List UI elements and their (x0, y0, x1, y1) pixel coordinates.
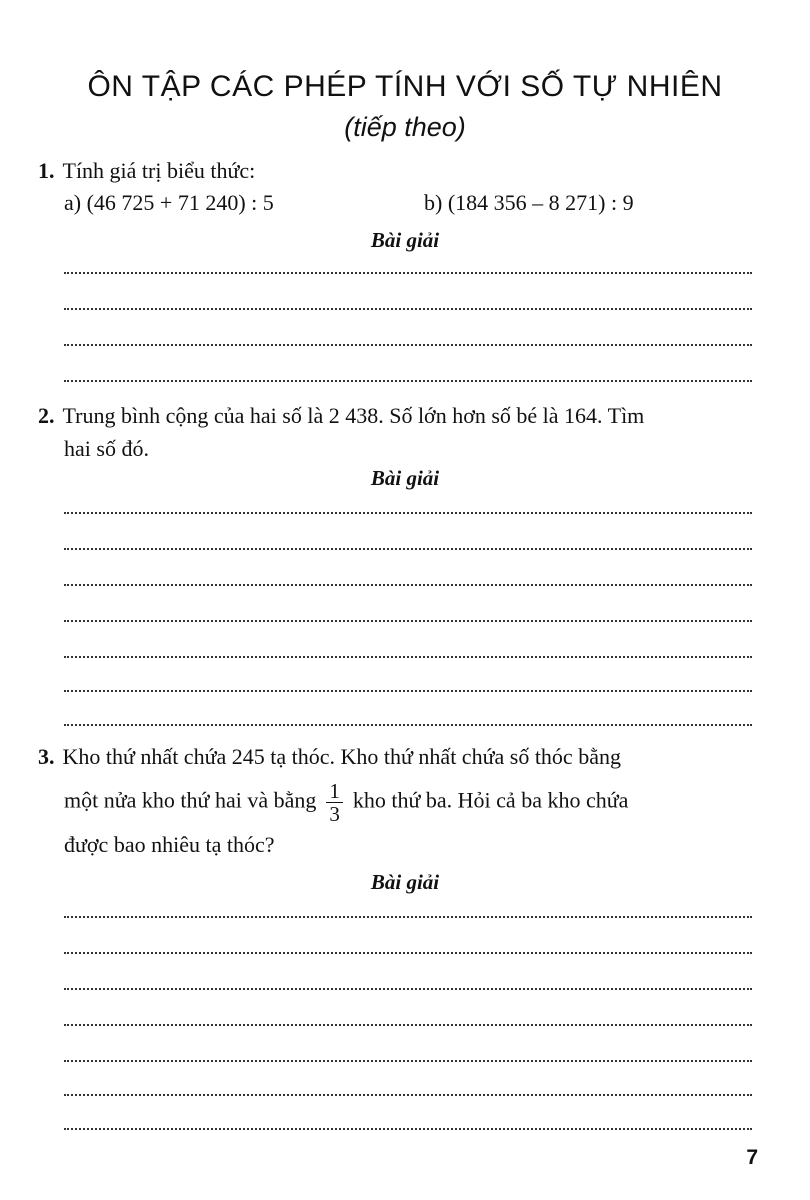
answer-line[interactable] (64, 1128, 752, 1130)
exercise-3-line-1 (38, 744, 621, 770)
exercise-1-part-a: a) (46 725 + 71 240) : 5 (64, 190, 274, 215)
answer-line[interactable] (64, 344, 752, 346)
exercise-2-line-2: hai số đó. (64, 436, 149, 461)
exercise-2-text-1: Trung bình cộng của hai số là 2 438. Số lớn hơn số bé là 164. Tìm (62, 403, 645, 428)
exercise-2-line-1 (38, 403, 644, 429)
exercise-3-solution-heading: Bài giải (370, 870, 440, 894)
answer-line[interactable] (64, 1060, 752, 1062)
page-subtitle: (tiếp theo) (344, 112, 466, 142)
answer-line[interactable] (64, 988, 752, 990)
exercise-1-part-b: b) (184 356 – 8 271) : 9 (424, 190, 634, 215)
page-title: ÔN TẬP CÁC PHÉP TÍNH VỚI SỐ TỰ NHIÊN (87, 70, 723, 103)
answer-line[interactable] (64, 952, 752, 954)
answer-line[interactable] (64, 690, 752, 692)
fraction-numerator: 1 (329, 779, 340, 803)
answer-line[interactable] (64, 380, 752, 382)
answer-line[interactable] (64, 916, 752, 918)
answer-line[interactable] (64, 656, 752, 658)
answer-line[interactable] (64, 620, 752, 622)
exercise-3-line-3: được bao nhiêu tạ thóc? (64, 832, 275, 857)
exercise-3-text-1: Kho thứ nhất chứa 245 tạ thóc. Kho thứ nhất chứa số thóc bằng (62, 744, 621, 769)
answer-line[interactable] (64, 584, 752, 586)
exercise-2-solution-heading: Bài giải (370, 466, 440, 490)
exercise-2-number: 2. (38, 403, 55, 428)
exercise-1-prompt-text: Tính giá trị biểu thức: (62, 158, 256, 183)
answer-line[interactable] (64, 308, 752, 310)
answer-line[interactable] (64, 512, 752, 514)
answer-line[interactable] (64, 724, 752, 726)
exercise-1-number: 1. (38, 158, 55, 183)
exercise-3-text-2a: một nửa kho thứ hai và bằng (64, 787, 317, 813)
exercise-1-solution-heading: Bài giải (370, 228, 440, 252)
exercise-1-prompt (38, 158, 255, 184)
fraction-one-third (326, 780, 343, 825)
exercise-3-line-2 (64, 780, 628, 825)
page-number: 7 (746, 1146, 758, 1169)
answer-line[interactable] (64, 1094, 752, 1096)
exercise-3-number: 3. (38, 744, 55, 769)
answer-line[interactable] (64, 548, 752, 550)
exercise-3-text-2b: kho thứ ba. Hỏi cả ba kho chứa (352, 787, 629, 813)
fraction-denominator: 3 (329, 802, 340, 827)
answer-line[interactable] (64, 1024, 752, 1026)
answer-line[interactable] (64, 272, 752, 274)
